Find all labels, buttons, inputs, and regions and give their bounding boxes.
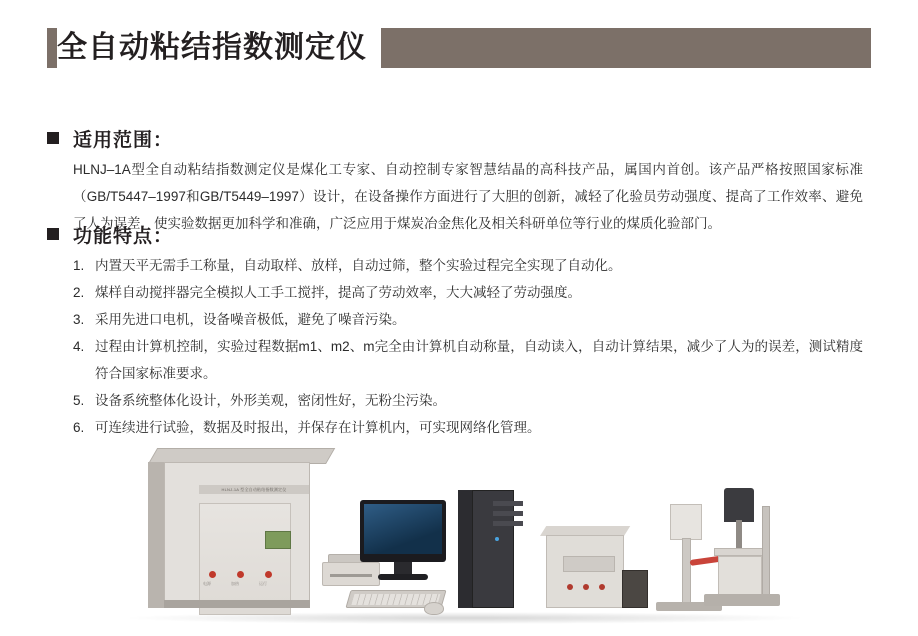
section-features-title: 功能特点： <box>73 225 174 247</box>
feature-number: 1. <box>73 258 85 273</box>
cabinet-base <box>164 600 310 608</box>
press-head <box>724 488 754 522</box>
cabinet-knob <box>237 571 244 578</box>
computer-tower <box>458 490 514 608</box>
page-title: 全自动粘结指数测定仪 <box>57 28 381 68</box>
monitor-stand-base <box>378 574 428 580</box>
tower-power-led <box>495 537 499 541</box>
instrument-cabinet <box>148 448 326 608</box>
press-column <box>762 506 770 598</box>
press-apparatus <box>704 488 780 614</box>
control-box-knob <box>583 584 589 590</box>
section-scope-title: 适用范围： <box>73 129 174 151</box>
cabinet-front-panel <box>164 462 310 608</box>
bullet-square-icon <box>47 132 59 144</box>
control-box <box>540 526 624 608</box>
bullet-square-icon <box>47 228 59 240</box>
product-photo <box>0 430 918 636</box>
control-box-front <box>546 535 624 608</box>
cabinet-nameplate: HLNJ-1A 型全自动粘结指数测定仪 <box>199 485 309 494</box>
cabinet-knob <box>209 571 216 578</box>
feature-number: 5. <box>73 393 85 408</box>
document-header <box>0 14 918 62</box>
stirrer-head <box>670 504 702 540</box>
feature-text: 煤样自动搅拌器完全模拟人工手工搅拌，提高了劳动效率，大大减轻了劳动强度。 <box>95 285 581 300</box>
section-features <box>47 222 875 441</box>
list-item <box>73 252 863 279</box>
feature-number: 3. <box>73 312 85 327</box>
list-item <box>73 279 863 306</box>
press-body <box>718 556 762 596</box>
feature-text: 过程由计算机控制，实验过程数据m1、m2、m完全由计算机自动称量，自动读入，自动计算结果，减少了人为的误差，测试精度符合国家标准要求。 <box>95 339 863 381</box>
feature-number: 4. <box>73 339 85 354</box>
list-item <box>73 333 863 387</box>
press-base <box>704 594 780 606</box>
section-scope-heading <box>47 126 875 150</box>
feature-text: 内置天平无需手工称量，自动取样、放样，自动过筛，整个实验过程完全实现了自动化。 <box>95 258 622 273</box>
tower-drive-bay <box>493 511 523 516</box>
feature-text: 采用先进口电机，设备噪音极低，避免了噪音污染。 <box>95 312 406 327</box>
list-item <box>73 306 863 333</box>
monitor-stand-neck <box>394 562 412 574</box>
list-item <box>73 387 863 414</box>
stirrer-column <box>682 538 691 604</box>
cabinet-knob <box>265 571 272 578</box>
cabinet-knob-label: 运行 <box>259 581 267 586</box>
cabinet-knob-label: 电源 <box>203 581 211 586</box>
control-box-knob <box>567 584 573 590</box>
cabinet-door <box>199 503 291 615</box>
press-plate <box>714 548 766 556</box>
computer-monitor <box>360 500 446 586</box>
feature-number: 2. <box>73 285 85 300</box>
control-box-panel <box>563 556 615 572</box>
feature-text: 可连续进行试验，数据及时报出，并保存在计算机内，可实现网络化管理。 <box>95 420 541 435</box>
tower-drive-bay <box>493 521 523 526</box>
feature-number: 6. <box>73 420 85 435</box>
monitor-screen <box>364 504 442 554</box>
section-scope-paragraph: HLNJ–1A型全自动粘结指数测定仪是煤化工专家、自动控制专家智慧结晶的高科技产品，属国内首创。该产品严格按照国家标准（GB/T5447–1997和GB/T5449–1997）设计，在设备操作方面进行了大胆的创新，减轻了化验员劳动强度、提高了工作效率、避免了人为误差，使实验数据更加科学和准确，广泛应用于煤炭冶金焦化及相关科研单位等行业的煤质化验部门。 <box>73 162 863 231</box>
mouse <box>424 602 444 615</box>
control-box-knob <box>599 584 605 590</box>
tower-drive-bay <box>493 501 523 506</box>
feature-text: 设备系统整体化设计，外形美观，密闭性好，无粉尘污染。 <box>95 393 446 408</box>
sample-vessel <box>622 570 648 608</box>
cabinet-display-screen <box>265 531 291 549</box>
monitor-bezel <box>360 500 446 562</box>
section-features-heading <box>47 222 875 246</box>
press-rod <box>736 520 742 550</box>
tower-front-panel <box>472 490 514 608</box>
cabinet-knob-label: 加热 <box>231 581 239 586</box>
feature-list <box>73 252 863 441</box>
